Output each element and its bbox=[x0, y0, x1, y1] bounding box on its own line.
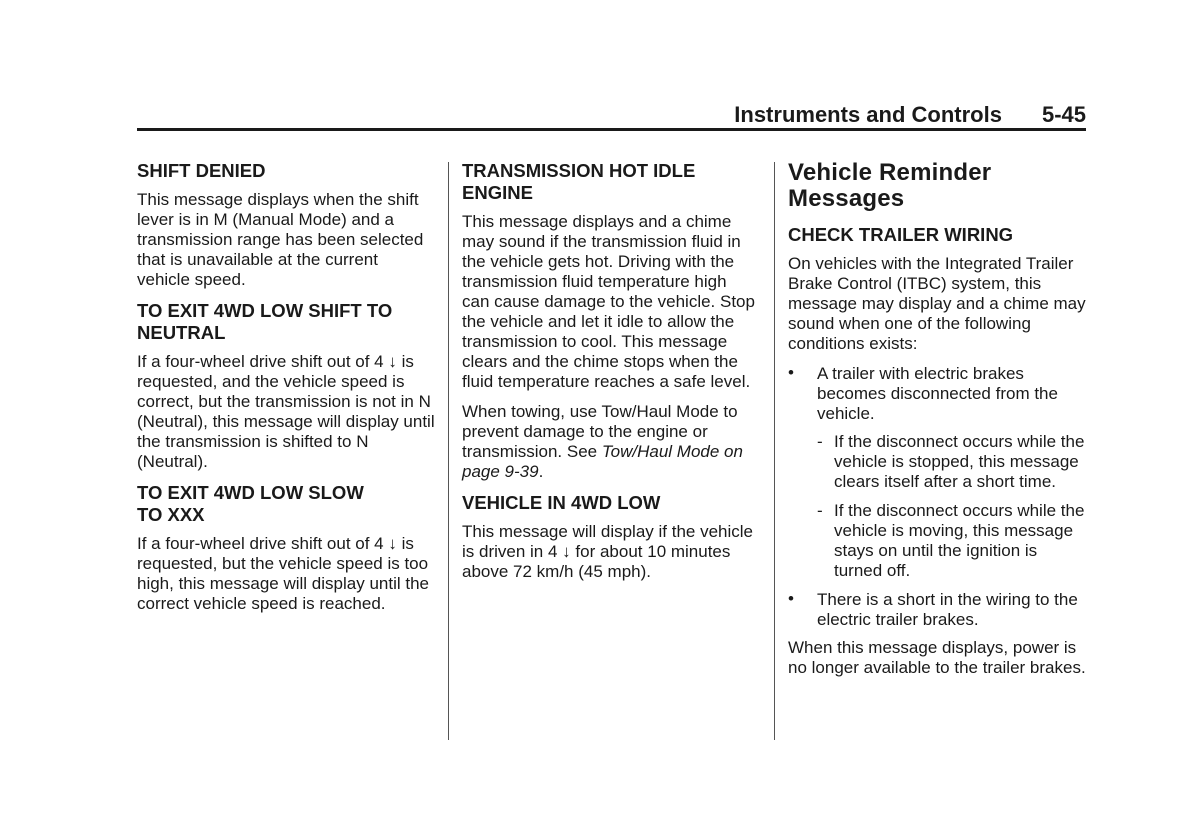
dash-icon: - bbox=[817, 432, 823, 451]
paragraph-exit-4wd-low-neutral: If a four-wheel drive shift out of 4 ↓ is requested, and the vehicle speed is correct, but the transmission is not in N (Neutral), this message will display until the transmission is shifted to N (Neutral). bbox=[137, 352, 435, 471]
paragraph-vehicle-4wd-low: This message will display if the vehicle is driven in 4 ↓ for about 10 minutes above 72 km/h (45 mph). bbox=[462, 522, 754, 581]
list-item: • A trailer with electric brakes becomes disconnected from the vehicle. - If the disconnect occurs while the vehicle is stopped, this message clears itself after a short time. - If the disconnect occurs while the vehicle is moving, this message stays on until the ignition is turned off. bbox=[788, 364, 1088, 581]
header-rule bbox=[137, 128, 1086, 131]
down-arrow-icon: ↓ bbox=[388, 352, 397, 371]
section-heading-vehicle-reminder: Vehicle Reminder Messages bbox=[788, 159, 992, 212]
column-divider-1 bbox=[448, 162, 449, 740]
paragraph-towing: When towing, use Tow/Haul Mode to prevent damage to the engine or transmission. See Tow/Haul Mode on page 9-39. bbox=[462, 402, 743, 481]
column-2 bbox=[462, 160, 758, 592]
page-header bbox=[137, 102, 1086, 129]
paragraph-power-unavailable: When this message displays, power is no longer available to the trailer brakes. bbox=[788, 638, 1086, 677]
dash-icon: - bbox=[817, 501, 823, 520]
heading-exit-4wd-low-neutral: TO EXIT 4WD LOW SHIFT TO NEUTRAL bbox=[137, 300, 393, 343]
cross-reference-link[interactable]: Tow/Haul Mode on page 9-39 bbox=[462, 442, 743, 481]
column-1 bbox=[137, 160, 435, 624]
heading-vehicle-4wd-low: VEHICLE IN 4WD LOW bbox=[462, 492, 661, 513]
conditions-list bbox=[788, 364, 1088, 630]
heading-shift-denied: SHIFT DENIED bbox=[137, 160, 266, 181]
sub-list-item: - If the disconnect occurs while the vehicle is moving, this message stays on until the ignition is turned off. bbox=[817, 501, 1085, 580]
down-arrow-icon: ↓ bbox=[388, 534, 397, 553]
list-item: • There is a short in the wiring to the electric trailer brakes. bbox=[788, 589, 1078, 629]
sub-list-item: - If the disconnect occurs while the vehicle is stopped, this message clears itself after a short time. bbox=[817, 432, 1085, 491]
section-title: Instruments and Controls bbox=[734, 102, 1002, 127]
paragraph-itbc: On vehicles with the Integrated Trailer Brake Control (ITBC) system, this message may display and a chime may sound when one of the following conditions exists: bbox=[788, 254, 1086, 353]
heading-exit-4wd-low-slow: TO EXIT 4WD LOW SLOW TO XXX bbox=[137, 482, 364, 525]
paragraph-transmission-hot: This message displays and a chime may sound if the transmission fluid in the vehicle gets hot. Driving with the transmission fluid temperature high can cause damage to the vehicle. Stop the vehicle and let it idle to allow the transmission to cool. This message clears and the chime stops when the fluid temperature reaches a safe level. bbox=[462, 212, 755, 391]
page-number: 5-45 bbox=[1041, 102, 1086, 127]
paragraph-shift-denied: This message displays when the shift lever is in M (Manual Mode) and a transmission range has been selected that is unavailable at the current vehicle speed. bbox=[137, 190, 424, 289]
bullet-icon: • bbox=[788, 363, 794, 382]
heading-check-trailer-wiring: CHECK TRAILER WIRING bbox=[788, 224, 1014, 245]
down-arrow-icon: ↓ bbox=[562, 542, 571, 561]
paragraph-exit-4wd-low-slow: If a four-wheel drive shift out of 4 ↓ is requested, but the vehicle speed is too high, this message will display until the correct vehicle speed is reached. bbox=[137, 534, 429, 613]
column-3 bbox=[788, 160, 1088, 688]
sub-list bbox=[817, 432, 1088, 581]
column-divider-2 bbox=[774, 162, 775, 740]
bullet-icon: • bbox=[788, 589, 794, 608]
heading-transmission-hot: TRANSMISSION HOT IDLE ENGINE bbox=[462, 160, 696, 203]
